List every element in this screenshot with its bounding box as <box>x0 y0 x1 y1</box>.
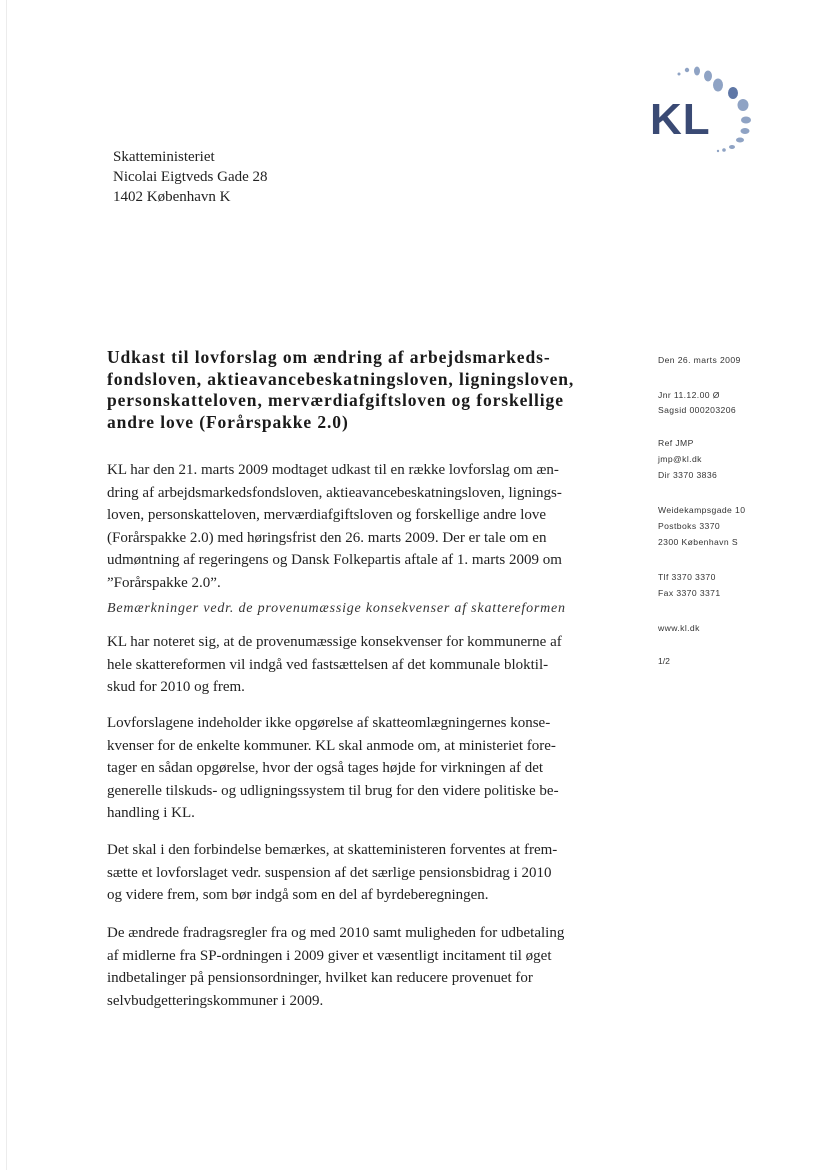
subject-line: andre love (Forårspakke 2.0) <box>107 411 349 432</box>
reference: Ref JMP <box>658 438 694 448</box>
text-line: og videre frem, som bør indgå som en del af byrdeberegningen. <box>107 887 489 904</box>
recipient-line: Nicolai Eigtveds Gade 28 <box>113 169 268 185</box>
recipient-address <box>113 147 268 207</box>
text-line: sætte et lovforslaget vedr. suspension af det særlige pensionsbidrag i 2010 <box>107 864 552 881</box>
case-id: Sagsid 000203206 <box>658 405 737 415</box>
city-address: 2300 København S <box>658 537 738 547</box>
text-line: kvenser for de enkelte kommuner. KL skal anmode om, at ministeriet fore- <box>107 737 556 754</box>
text-line: af midlerne fra SP-ordningen i 2009 giver et væsentligt incitament til øget <box>107 947 552 964</box>
paragraph-intro <box>107 459 622 595</box>
recipient-line: Skatteministeriet <box>113 149 215 165</box>
fax: Fax 3370 3371 <box>658 588 721 598</box>
paragraph-fradragsregler <box>107 922 622 1012</box>
paragraph-pensionsbidrag <box>107 839 622 907</box>
text-line: skud for 2010 og frem. <box>107 679 245 696</box>
text-line: KL har den 21. marts 2009 modtaget udkast til en række lovforslag om æn- <box>107 462 559 478</box>
text-line: loven, personskatteloven, merværdiafgiftsloven og forskellige andre love <box>107 507 547 524</box>
page-number: 1/2 <box>658 656 670 666</box>
recipient-line: 1402 København K <box>113 189 231 205</box>
text-line: generelle tilskuds- og udligningssystem til brug for den videre politiske be- <box>107 782 559 799</box>
text-line: KL har noteret sig, at de provenumæssige konsekvenser for kommunerne af <box>107 634 562 650</box>
text-line: Lovforslagene indeholder ikke opgørelse af skatteomlægningernes konse- <box>107 715 551 731</box>
kl-logo <box>650 58 760 163</box>
text-line: De ændrede fradragsregler fra og med 2010 samt muligheden for udbetaling <box>107 925 565 941</box>
subject-line: Udkast til lovforslag om ændring af arbejdsmarkeds- <box>107 347 551 367</box>
text-line: (Forårspakke 2.0) med høringsfrist den 26. marts 2009. Der er tale om en <box>107 529 547 546</box>
journal-number: Jnr 11.12.00 Ø <box>658 390 720 400</box>
email-link[interactable]: jmp@kl.dk <box>658 454 702 464</box>
text-line: udmøntning af regeringens og Dansk Folkepartis aftale af 1. marts 2009 om <box>107 552 562 569</box>
paragraph-opgoerelse <box>107 712 622 825</box>
subject-line: fondsloven, aktieavancebeskatningsloven, ligningsloven, <box>107 368 575 389</box>
text-line: dring af arbejdsmarkedsfondsloven, aktieavancebeskatningsloven, lignings- <box>107 484 562 501</box>
paragraph-provenue <box>107 631 622 699</box>
text-line: tager en sådan opgørelse, hvor der også tages højde for virkningen af det <box>107 760 544 777</box>
po-box: Postboks 3370 <box>658 521 721 531</box>
logo-text: KL <box>650 95 711 144</box>
text-line: handling i KL. <box>107 805 195 822</box>
page-edge <box>6 0 7 1170</box>
street-address: Weidekampsgade 10 <box>658 505 746 515</box>
text-line: selvbudgetteringskommuner i 2009. <box>107 992 324 1009</box>
letter-subject <box>107 347 622 433</box>
phone: Tlf 3370 3370 <box>658 572 716 582</box>
section-heading: Bemærkninger vedr. de provenumæssige konsekvenser af skattereformen <box>107 601 566 616</box>
subject-line: personskatteloven, merværdiafgiftsloven og forskellige <box>107 390 564 410</box>
text-line: hele skattereformen vil indgå ved fastsættelsen af det kommunale bloktil- <box>107 656 549 673</box>
letter-date: Den 26. marts 2009 <box>658 355 741 365</box>
direct-phone: Dir 3370 3836 <box>658 470 718 480</box>
text-line: ”Forårspakke 2.0”. <box>107 574 221 591</box>
website-link[interactable]: www.kl.dk <box>658 623 700 633</box>
text-line: Det skal i den forbindelse bemærkes, at skatteministeren forventes at frem- <box>107 842 558 858</box>
text-line: indbetalinger på pensionsordninger, hvilket kan reducere provenuet for <box>107 970 533 987</box>
